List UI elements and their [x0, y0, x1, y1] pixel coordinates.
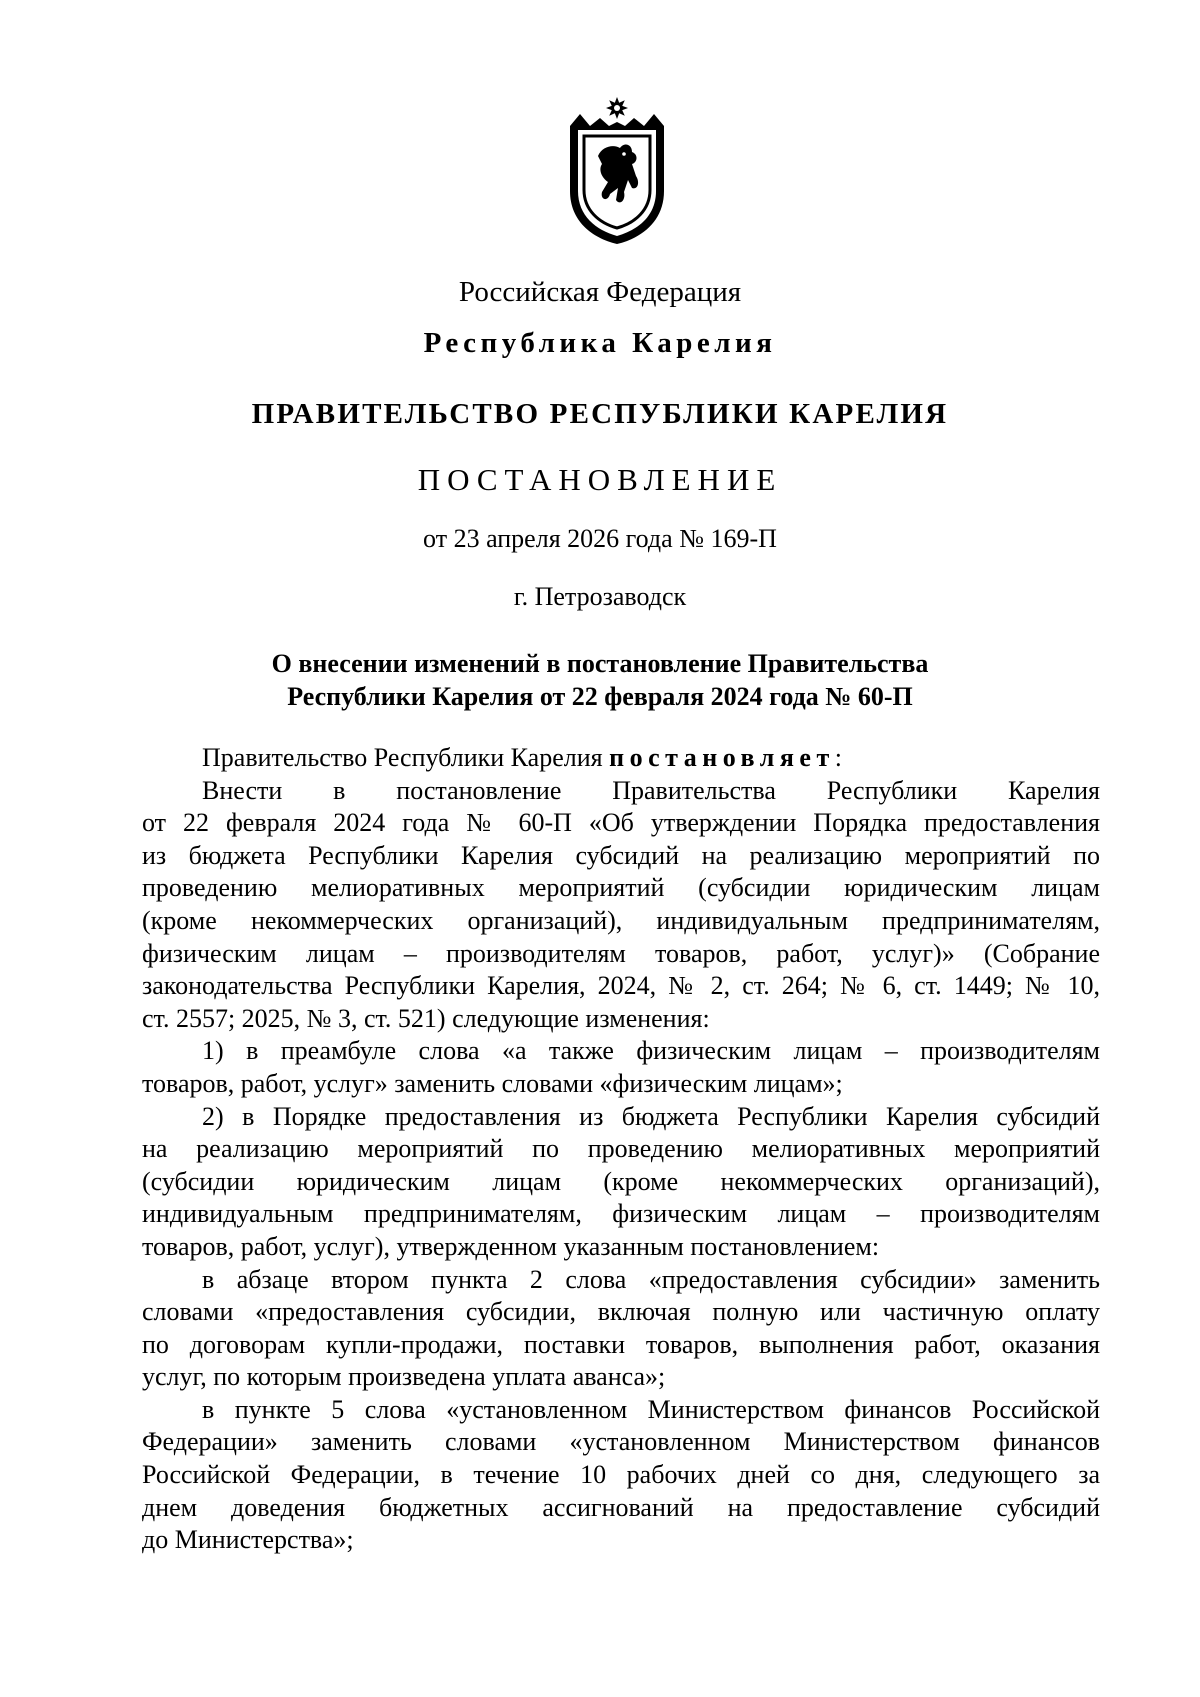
paragraph-line: в пункте 5 слова «установленном Министерством финансов Российской [202, 1394, 1100, 1424]
document-type: ПОСТАНОВЛЕНИЕ [417, 462, 783, 497]
paragraph-list [142, 775, 1100, 1557]
country-name: Российская Федерация [458, 276, 742, 308]
paragraph-line: на реализацию мероприятий по проведению мелиоративных мероприятий [142, 1134, 1100, 1164]
body-paragraph [142, 775, 1100, 1036]
body-paragraph [142, 1101, 1100, 1264]
paragraph-line: (кроме некоммерческих организаций), индивидуальным предпринимателям, [142, 905, 1100, 935]
paragraph-line: 2) в Порядке предоставления из бюджета Республики Карелия субсидий [202, 1101, 1100, 1131]
paragraph-line: законодательства Республики Карелия, 2024, № 2, ст. 264; № 6, ст. 1449; № 10, [142, 971, 1100, 1001]
paragraph-line: индивидуальным предпринимателям, физическим лицам – производителям [142, 1199, 1100, 1229]
subject-line: Республики Карелия от 22 февраля 2024 года № 60-П [287, 682, 913, 711]
paragraph-line: 1) в преамбуле слова «а также физическим лицам – производителям [202, 1036, 1100, 1066]
paragraph-line: Российской Федерации, в течение 10 рабочих дней со дня, следующего за [142, 1460, 1100, 1490]
paragraph-line: Федерации» заменить словами «установленном Министерством финансов [142, 1427, 1100, 1457]
paragraph-line: проведению мелиоративных мероприятий (субсидии юридическим лицам [142, 873, 1100, 903]
paragraph-line: из бюджета Республики Карелия субсидий на реализацию мероприятий по [142, 840, 1100, 870]
government-name: ПРАВИТЕЛЬСТВО РЕСПУБЛИКИ КАРЕЛИЯ [251, 398, 949, 430]
paragraph-line: товаров, работ, услуг), утвержденном указанным постановлением: [142, 1231, 880, 1261]
paragraph-line: до Министерства»; [142, 1525, 354, 1555]
body-paragraph [142, 1035, 1100, 1100]
intro-paragraph [142, 742, 1100, 775]
paragraph-line: (субсидии юридическим лицам (кроме некоммерческих организаций), [142, 1166, 1100, 1196]
paragraph-line: от 22 февраля 2024 года № 60-П «Об утверждении Порядка предоставления [142, 808, 1100, 838]
paragraph-line: словами «предоставления субсидии, включая полную или частичную оплату [142, 1297, 1100, 1327]
paragraph-line: услуг, по которым произведена уплата аванса»; [142, 1362, 666, 1392]
subject-line: О внесении изменений в постановление Правительства [271, 649, 929, 678]
paragraph-line: физическим лицам – производителям товаров, работ, услуг)» (Собрание [142, 938, 1100, 968]
document-body [142, 742, 1100, 1557]
paragraph-line: в абзаце втором пункта 2 слова «предоставления субсидии» заменить [202, 1264, 1100, 1294]
paragraph-line: Внести в постановление Правительства Республики Карелия [202, 775, 1100, 805]
document-city: г. Петрозаводск [513, 582, 687, 611]
intro-text: Правительство Республики Карелия [202, 743, 610, 772]
intro-verb: постановляет [609, 743, 835, 772]
intro-colon: : [834, 743, 842, 772]
document-subject [0, 647, 1200, 713]
karelia-coat-of-arms-icon [562, 96, 672, 246]
paragraph-line: по договорам купли-продажи, поставки товаров, выполнения работ, оказания [142, 1329, 1100, 1359]
body-paragraph [142, 1264, 1100, 1394]
paragraph-line: товаров, работ, услуг» заменить словами «физическим лицам»; [142, 1068, 843, 1098]
paragraph-line: ст. 2557; 2025, № 3, ст. 521) следующие изменения: [142, 1003, 710, 1033]
body-paragraph [142, 1394, 1100, 1557]
paragraph-line: днем доведения бюджетных ассигнований на предоставление субсидий [142, 1492, 1100, 1522]
republic-name: Республика Карелия [423, 327, 777, 359]
document-date-number: от 23 апреля 2026 года № 169-П [423, 524, 777, 553]
